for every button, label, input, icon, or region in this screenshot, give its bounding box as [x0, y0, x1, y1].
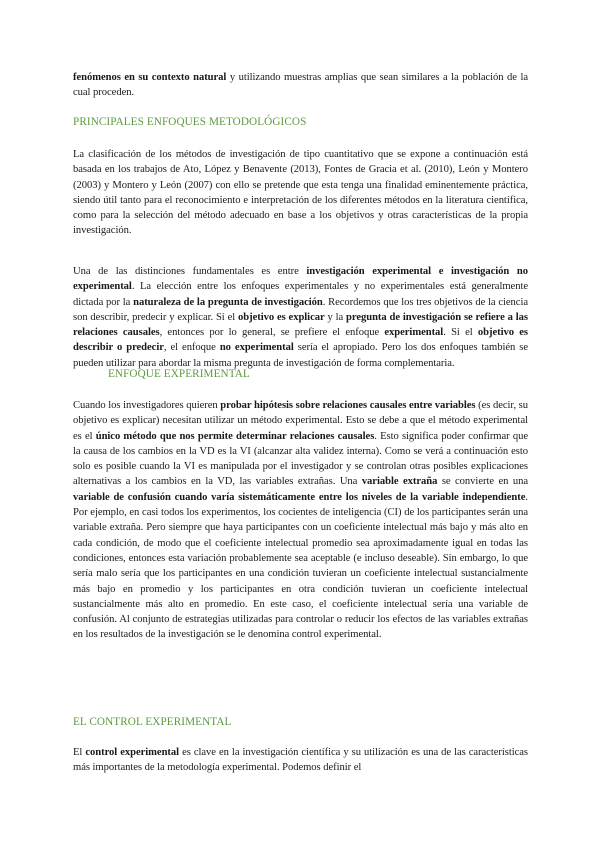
bold-text-run: variable de confusión cuando varía sistemáticamente entre los niveles de la variable independiente: [73, 491, 526, 503]
bold-text-run: fenómenos en su contexto natural: [73, 72, 227, 83]
text-run: y utilizando muestras amplias que sean similares a la población de la cual proceden.: [73, 72, 529, 99]
text-run: . Si el: [443, 327, 478, 339]
bold-text-run: no experimental: [219, 342, 294, 354]
bold-text-run: probar hipótesis sobre relaciones causales entre variables: [220, 400, 476, 411]
paragraph-control-experimental: [73, 745, 528, 776]
bold-text-run: experimental: [384, 327, 444, 339]
bold-text-run: naturaleza de la pregunta de investigación: [133, 296, 323, 308]
text-run: . Por ejemplo, en casi todos los experimentos, los cocientes de inteligencia (CI) de los participantes serán una variable extraña. Pero siempre que haya participantes con un coeficiente intelectual más bajo y más alto en cada condición, de modo que el coeficiente intelectual promedio sea aproximadamente igual en todas las condiciones, entonces esta variación probablemente sea aceptable (e incluso deseable). Sin embargo, lo que sería malo sería que los participantes en una condición tuvieran un coeficiente intelectual sustancialmente más bajo en promedio y los participantes en otra condición tuvieran un coeficiente intelectual sustancialmente más alto en promedio. En este caso, el coeficiente intelectual sería una variable de confusión. Al conjunto de estrategias utilizadas para controlar o reducir los efectos de las variables extrañas en los resultados de la investigación se le denomina control experimental.: [73, 491, 528, 641]
text-run: es clave en la investigación científica y su utilización es una de las características más importantes de la metodología experimental. Podemos definir el: [73, 747, 528, 774]
heading-enfoque-experimental: ENFOQUE EXPERIMENTAL: [108, 368, 250, 380]
text-run: El: [73, 747, 86, 758]
heading-control-experimental: EL CONTROL EXPERIMENTAL: [73, 716, 232, 728]
text-run: . La elección entre los enfoques experimentales y no experimentales está generalmente dictada por la: [73, 281, 528, 308]
text-run: Cuando los investigadores quieren: [73, 400, 221, 411]
bold-text-run: investigación experimental e investigación no experimental: [73, 266, 528, 293]
text-run: La clasificación de los métodos de investigación de tipo cuantitativo que se expone a continuación está basada en los trabajos de Ato, López y Benavente (2013), Fontes de Gracia et al. (2010), León y Montero (2003) y Montero y León (2007) con ello se pretende que esta tenga una finalidad eminentemente práctica, siendo útil tanto para el reconocimiento e interpretación de los diferentes métodos en la literatura científica, como para la selección del método adecuado en base a los objetivos y otras características de la propia investigación.: [73, 149, 528, 237]
text-run: , el enfoque: [163, 342, 220, 354]
bold-text-run: variable extraña: [361, 476, 438, 488]
paragraph-clasificacion: [73, 147, 528, 239]
text-run: . Recordemos que los tres objetivos de la ciencia son describir, predecir y explicar. Si el: [73, 296, 528, 323]
bold-text-run: control experimental: [85, 747, 180, 758]
bold-text-run: único método que nos permite determinar relaciones causales: [95, 430, 375, 442]
text-run: sería el apropiado. Pero los dos enfoques también se pueden utilizar para abordar la misma pregunta de investigación de forma complementaria.: [73, 342, 528, 369]
text-run: Una de las distinciones fundamentales es entre: [73, 266, 307, 277]
text-run: (es decir, su objetivo es explicar) necesitan utilizar un método experimental. Esto se debe a que el método experimental es el: [73, 400, 529, 442]
bold-text-run: pregunta de investigación se refiere a las relaciones causales: [73, 311, 528, 339]
heading-principales-enfoques: PRINCIPALES ENFOQUES METODOLÓGICOS: [73, 116, 307, 128]
text-run: . Esto significa poder confirmar que la causa de los cambios en la VD es la VI (alcanzar alta validez interna). Como se verá a continuación esto solo es posible cuando la VI es manipulada por el investigador y se controlan otras posibles explicaciones alternativas a los cambios en la VD, las variables extrañas. Una: [73, 430, 528, 488]
text-run: se convierte en una: [437, 476, 529, 488]
intro-paragraph: [73, 70, 528, 101]
paragraph-distinciones: [73, 264, 528, 371]
bold-text-run: objetivo es explicar: [238, 311, 325, 323]
paragraph-enfoque-experimental: [73, 398, 528, 643]
text-run: y la: [324, 311, 347, 323]
bold-text-run: objetivo es describir o predecir: [73, 327, 528, 354]
text-run: , entonces por lo general, se prefiere el enfoque: [159, 327, 385, 339]
